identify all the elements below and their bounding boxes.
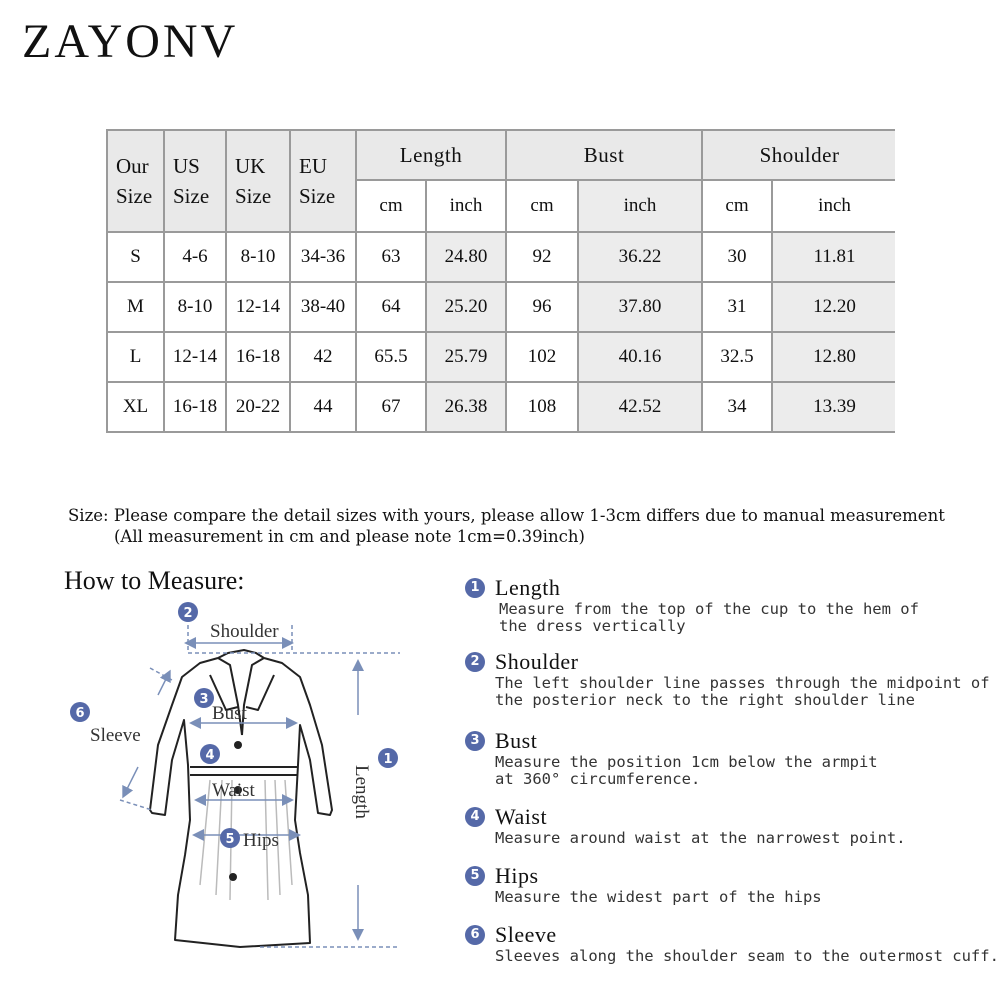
svg-text:4: 4 bbox=[205, 748, 215, 763]
table-row bbox=[107, 382, 895, 432]
size-table bbox=[106, 129, 895, 433]
cell-length-cm: 67 bbox=[356, 382, 426, 432]
badge-1 bbox=[378, 748, 398, 768]
badge-4 bbox=[200, 744, 220, 764]
badge-1: 1 bbox=[465, 578, 485, 598]
svg-text:2: 2 bbox=[183, 606, 193, 621]
cell-eu: 42 bbox=[290, 332, 356, 382]
table-row bbox=[107, 232, 895, 282]
badge-6: 6 bbox=[465, 925, 485, 945]
table-row bbox=[107, 282, 895, 332]
measure-desc: The left shoulder line passes through the midpoint of bbox=[495, 674, 990, 692]
measure-item-length bbox=[465, 575, 985, 649]
measure-desc: the dress vertically bbox=[499, 617, 686, 635]
how-to-measure-title: How to Measure: bbox=[64, 566, 245, 595]
measure-desc: Measure the position 1cm below the armpit bbox=[495, 753, 878, 771]
measure-desc: Measure the widest part of the hips bbox=[495, 888, 822, 906]
cell-length-cm: 63 bbox=[356, 232, 426, 282]
measure-desc: the posterior neck to the right shoulder line bbox=[495, 691, 915, 709]
cell-shoulder-inch: 13.39 bbox=[772, 382, 895, 432]
measure-desc: Measure around waist at the narrowest point. bbox=[495, 829, 906, 847]
measure-title: Waist bbox=[495, 804, 548, 829]
cell-uk: 8-10 bbox=[226, 232, 290, 282]
brand-logo: ZAYONV bbox=[22, 15, 239, 68]
badge-2 bbox=[178, 602, 198, 622]
measure-title: Bust bbox=[495, 728, 538, 753]
badge-3: 3 bbox=[465, 731, 485, 751]
cell-length-inch: 24.80 bbox=[426, 232, 506, 282]
measure-instructions bbox=[465, 575, 999, 972]
measure-title: Shoulder bbox=[495, 649, 579, 674]
measure-desc: at 360° circumference. bbox=[495, 770, 701, 788]
cell-size: M bbox=[107, 282, 164, 332]
measure-desc: Measure from the top of the cup to the hem of bbox=[499, 600, 919, 618]
size-chart bbox=[106, 129, 895, 433]
badge-2: 2 bbox=[465, 652, 485, 672]
coat-illustration bbox=[60, 595, 420, 965]
cell-uk: 16-18 bbox=[226, 332, 290, 382]
cell-size: XL bbox=[107, 382, 164, 432]
cell-shoulder-cm: 32.5 bbox=[702, 332, 772, 382]
svg-text:1: 1 bbox=[383, 752, 393, 767]
badge-3 bbox=[194, 688, 214, 708]
cell-shoulder-inch: 11.81 bbox=[772, 232, 895, 282]
cell-us: 4-6 bbox=[164, 232, 226, 282]
cell-bust-inch: 36.22 bbox=[578, 232, 702, 282]
cell-length-inch: 25.20 bbox=[426, 282, 506, 332]
measure-diagram bbox=[60, 595, 420, 965]
unit-inch: inch bbox=[772, 180, 895, 232]
header-our-size: Our Size bbox=[107, 130, 164, 232]
cell-size: L bbox=[107, 332, 164, 382]
header-eu-size: EU Size bbox=[290, 130, 356, 232]
header-uk-size: UK Size bbox=[226, 130, 290, 232]
header-length: Length bbox=[356, 130, 506, 180]
size-note bbox=[68, 505, 945, 547]
unit-cm: cm bbox=[506, 180, 578, 232]
cell-bust-inch: 40.16 bbox=[578, 332, 702, 382]
cell-bust-cm: 96 bbox=[506, 282, 578, 332]
header-us-size: US Size bbox=[164, 130, 226, 232]
header-shoulder: Shoulder bbox=[702, 130, 895, 180]
unit-inch: inch bbox=[426, 180, 506, 232]
cell-uk: 12-14 bbox=[226, 282, 290, 332]
cell-eu: 38-40 bbox=[290, 282, 356, 332]
header-bust: Bust bbox=[506, 130, 702, 180]
cell-bust-inch: 42.52 bbox=[578, 382, 702, 432]
label-hips: Hips bbox=[243, 830, 279, 851]
cell-eu: 34-36 bbox=[290, 232, 356, 282]
measure-title: Sleeve bbox=[495, 922, 557, 947]
cell-shoulder-inch: 12.20 bbox=[772, 282, 895, 332]
label-waist: Waist bbox=[212, 780, 255, 801]
cell-length-cm: 65.5 bbox=[356, 332, 426, 382]
badge-6 bbox=[70, 702, 90, 722]
badge-5 bbox=[220, 828, 240, 848]
measure-desc: Sleeves along the shoulder seam to the outermost cuff. bbox=[495, 947, 999, 965]
measure-title: Length bbox=[495, 575, 561, 600]
measure-item-bust bbox=[465, 728, 985, 804]
cell-length-inch: 25.79 bbox=[426, 332, 506, 382]
label-bust: Bust bbox=[212, 703, 247, 724]
unit-cm: cm bbox=[702, 180, 772, 232]
cell-eu: 44 bbox=[290, 382, 356, 432]
cell-shoulder-cm: 34 bbox=[702, 382, 772, 432]
cell-us: 8-10 bbox=[164, 282, 226, 332]
cell-us: 12-14 bbox=[164, 332, 226, 382]
unit-cm: cm bbox=[356, 180, 426, 232]
cell-uk: 20-22 bbox=[226, 382, 290, 432]
cell-shoulder-cm: 31 bbox=[702, 282, 772, 332]
cell-shoulder-cm: 30 bbox=[702, 232, 772, 282]
cell-length-inch: 26.38 bbox=[426, 382, 506, 432]
svg-text:5: 5 bbox=[225, 832, 235, 847]
cell-length-cm: 64 bbox=[356, 282, 426, 332]
measure-item-waist bbox=[465, 804, 985, 863]
label-length: Length bbox=[351, 765, 372, 819]
cell-bust-cm: 108 bbox=[506, 382, 578, 432]
svg-text:3: 3 bbox=[199, 692, 209, 707]
label-sleeve: Sleeve bbox=[90, 725, 141, 746]
note-line-2: (All measurement in cm and please note 1cm=0.39inch) bbox=[114, 527, 585, 546]
cell-bust-cm: 92 bbox=[506, 232, 578, 282]
measure-title: Hips bbox=[495, 863, 539, 888]
cell-us: 16-18 bbox=[164, 382, 226, 432]
badge-4: 4 bbox=[465, 807, 485, 827]
table-row bbox=[107, 332, 895, 382]
badge-5: 5 bbox=[465, 866, 485, 886]
note-line-1: Size: Please compare the detail sizes with yours, please allow 1-3cm differs due to manual measurement bbox=[68, 506, 945, 525]
unit-inch: inch bbox=[578, 180, 702, 232]
cell-bust-cm: 102 bbox=[506, 332, 578, 382]
svg-text:6: 6 bbox=[75, 706, 85, 721]
measure-item-shoulder bbox=[465, 649, 990, 728]
measure-item-hips bbox=[465, 863, 985, 922]
measure-item-sleeve bbox=[465, 922, 999, 972]
cell-bust-inch: 37.80 bbox=[578, 282, 702, 332]
label-shoulder: Shoulder bbox=[210, 621, 279, 642]
cell-shoulder-inch: 12.80 bbox=[772, 332, 895, 382]
cell-size: S bbox=[107, 232, 164, 282]
